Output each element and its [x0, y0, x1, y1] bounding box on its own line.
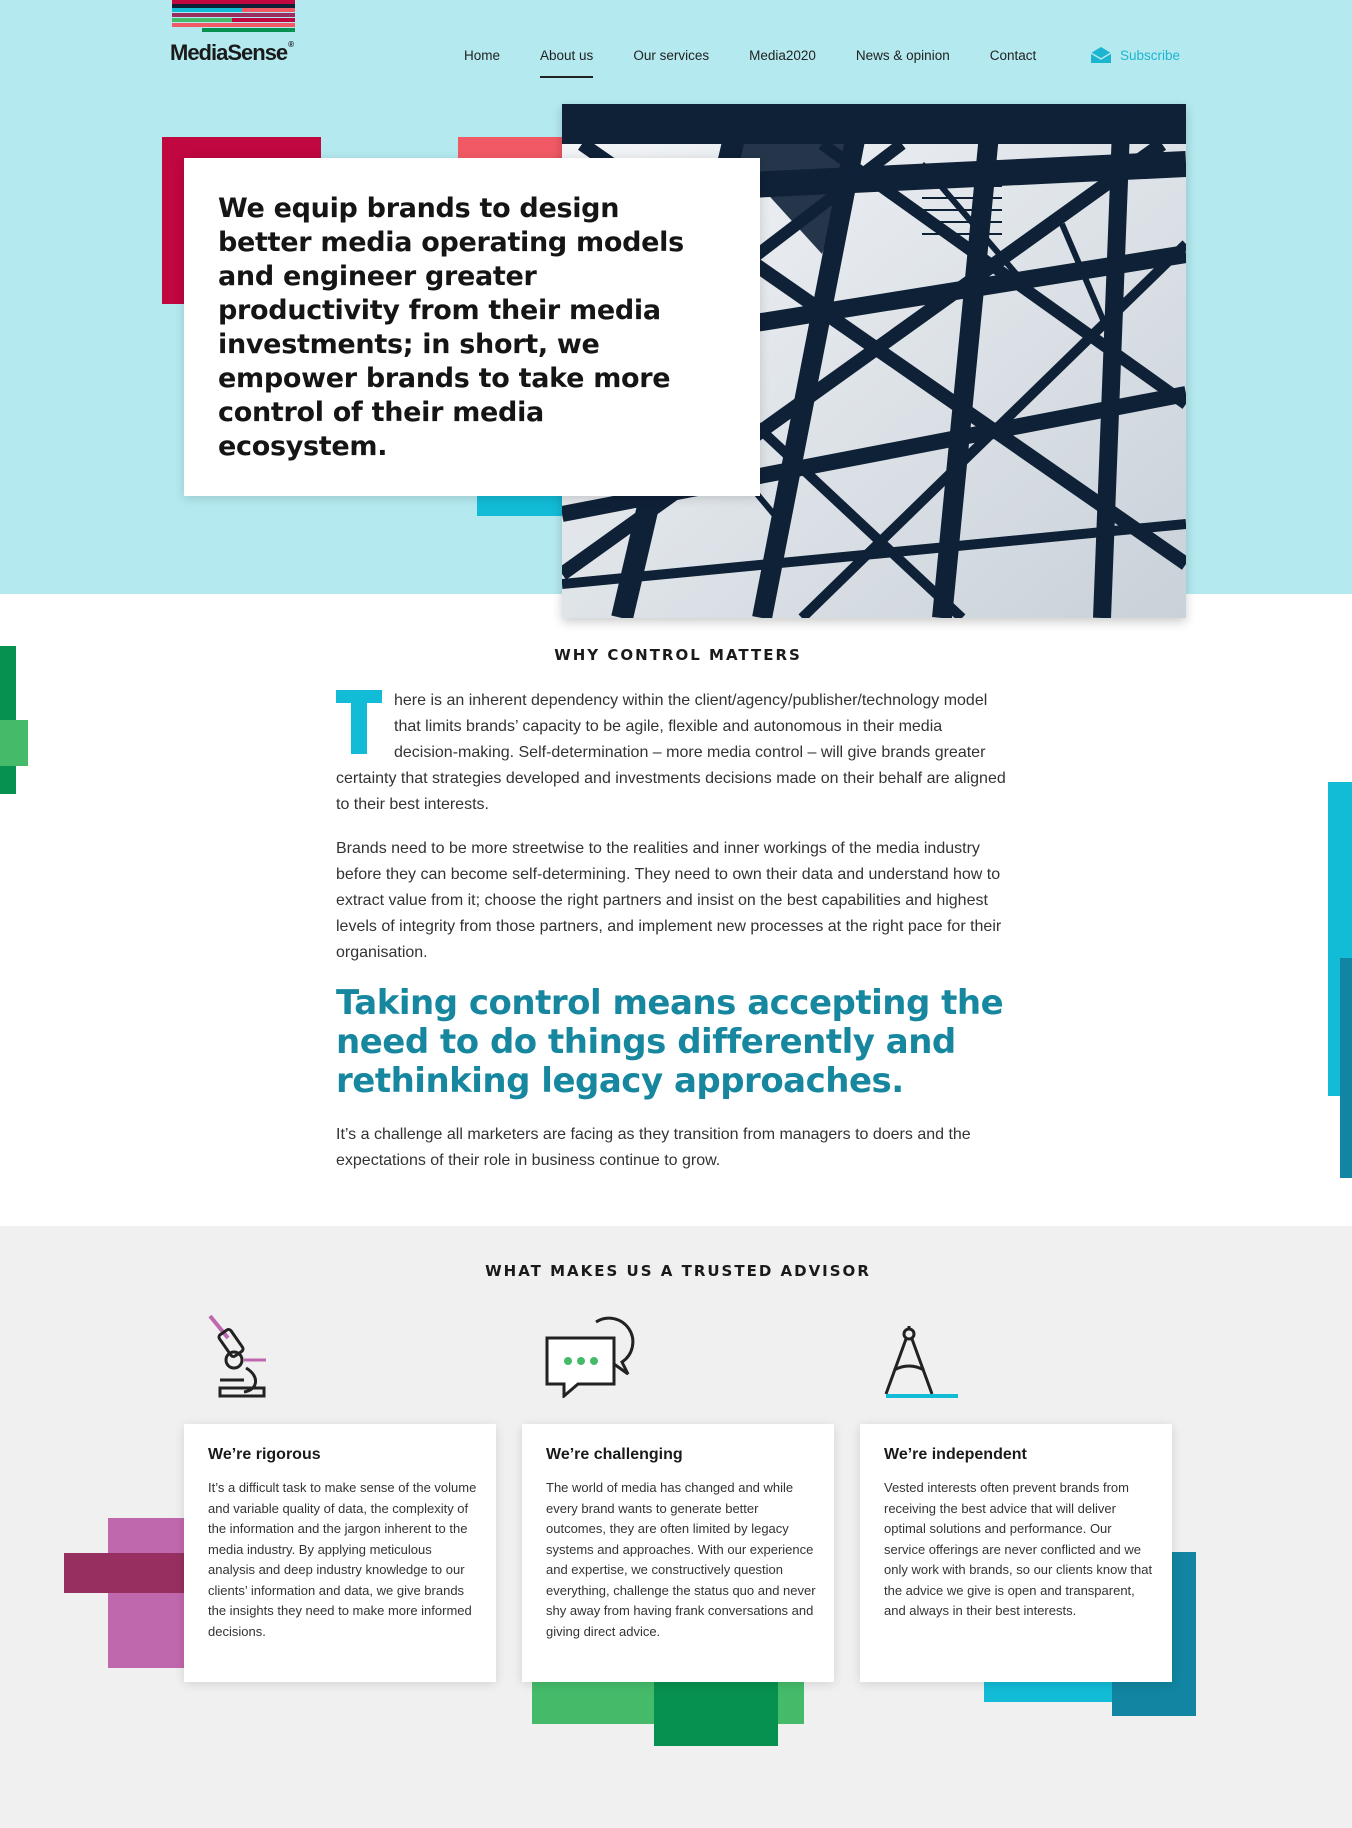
- advisor-section-title: WHAT MAKES US A TRUSTED ADVISOR: [485, 1262, 871, 1280]
- nav-our-services[interactable]: Our services: [633, 48, 710, 63]
- why-para-1-text: here is an inherent dependency within the client/agency/publisher/technology model that limits brands’ capacity to be agile, flexible and autonomous in their media decision-making. Self-determination – more media control – will give brands greater certainty that strategies developed and investments decisions made on their behalf are aligned to their best interests.: [336, 692, 1006, 813]
- logo-text: MediaSense: [170, 40, 288, 65]
- main-nav: [464, 48, 1076, 78]
- card-challenging-title: We’re challenging: [546, 1446, 683, 1463]
- why-section-title: WHY CONTROL MATTERS: [554, 646, 802, 664]
- nav-contact[interactable]: Contact: [989, 48, 1037, 63]
- left-green-light-bar: [0, 720, 28, 766]
- card-rigorous-body: It’s a difficult task to make sense of the volume and variable quality of data, the complexity of the information and the jargon inherent to the media industry. By applying meticulous analysis and deep industry knowledge to our clients’ information and data, we give brands the insights they need to make more informed decisions.: [208, 1480, 477, 1639]
- card-rigorous: [184, 1424, 496, 1682]
- right-teal-bar: [1340, 958, 1352, 1178]
- dropcap-t: [336, 690, 382, 754]
- why-para-1: [336, 688, 1008, 818]
- registered-mark: ®: [288, 40, 295, 49]
- card-independent-title: We’re independent: [884, 1446, 1027, 1463]
- card-rigorous-title: We’re rigorous: [208, 1446, 321, 1463]
- nav-home[interactable]: Home: [464, 48, 501, 63]
- compass-icon: [882, 1326, 962, 1398]
- pull-quote: Taking control means accepting the need to do things differently and rethinking legacy approaches.: [336, 983, 1004, 1101]
- card-challenging: [522, 1424, 834, 1682]
- magenta-block: [108, 1518, 188, 1668]
- card-independent: [860, 1424, 1172, 1682]
- logo-stripes[interactable]: [172, 0, 295, 32]
- logo[interactable]: [170, 40, 294, 66]
- why-para-3: It’s a challenge all marketers are facing as they transition from managers to doers and the expectations of their role in business continue to grow.: [336, 1126, 971, 1169]
- card-challenging-body: The world of media has changed and while every brand wants to generate better outcomes, they are often limited by legacy systems and approaches. With our experience and expertise, we constructively question everything, challenge the status quo and never shy away from having frank conversations and giving direct advice.: [546, 1480, 816, 1639]
- hero-card: [184, 158, 760, 496]
- card-independent-body: Vested interests often prevent brands from receiving the best advice that will deliver optimal solutions and performance. Our service offerings are never conflicted and we only work with brands, so our clients know that the advice we give is open and transparent, and always in their best interests.: [884, 1480, 1153, 1618]
- nav-media2020[interactable]: Media2020: [749, 48, 816, 63]
- subscribe-link[interactable]: [1090, 46, 1180, 64]
- envelope-icon: [1090, 46, 1112, 64]
- why-para-2: Brands need to be more streetwise to the realities and inner workings of the media industry before they can become self-determining. They need to own their data and understand how to extract value from it; choose the right partners and insist on the best capabilities and highest levels of integrity from those partners, and implement new processes at the right pace for their organisation.: [336, 840, 1002, 961]
- hero-headline: We equip brands to design better media operating models and engineer greater productivity from their media investments; in short, we empower brands to take more control of their media ecosystem.: [218, 193, 684, 462]
- plum-block: [64, 1553, 188, 1593]
- chat-bubbles-icon: [544, 1312, 642, 1398]
- nav-news-opinion[interactable]: News & opinion: [855, 48, 950, 63]
- subscribe-label: Subscribe: [1120, 47, 1181, 63]
- nav-about-us[interactable]: About us: [540, 48, 593, 78]
- microscope-icon: [206, 1310, 270, 1400]
